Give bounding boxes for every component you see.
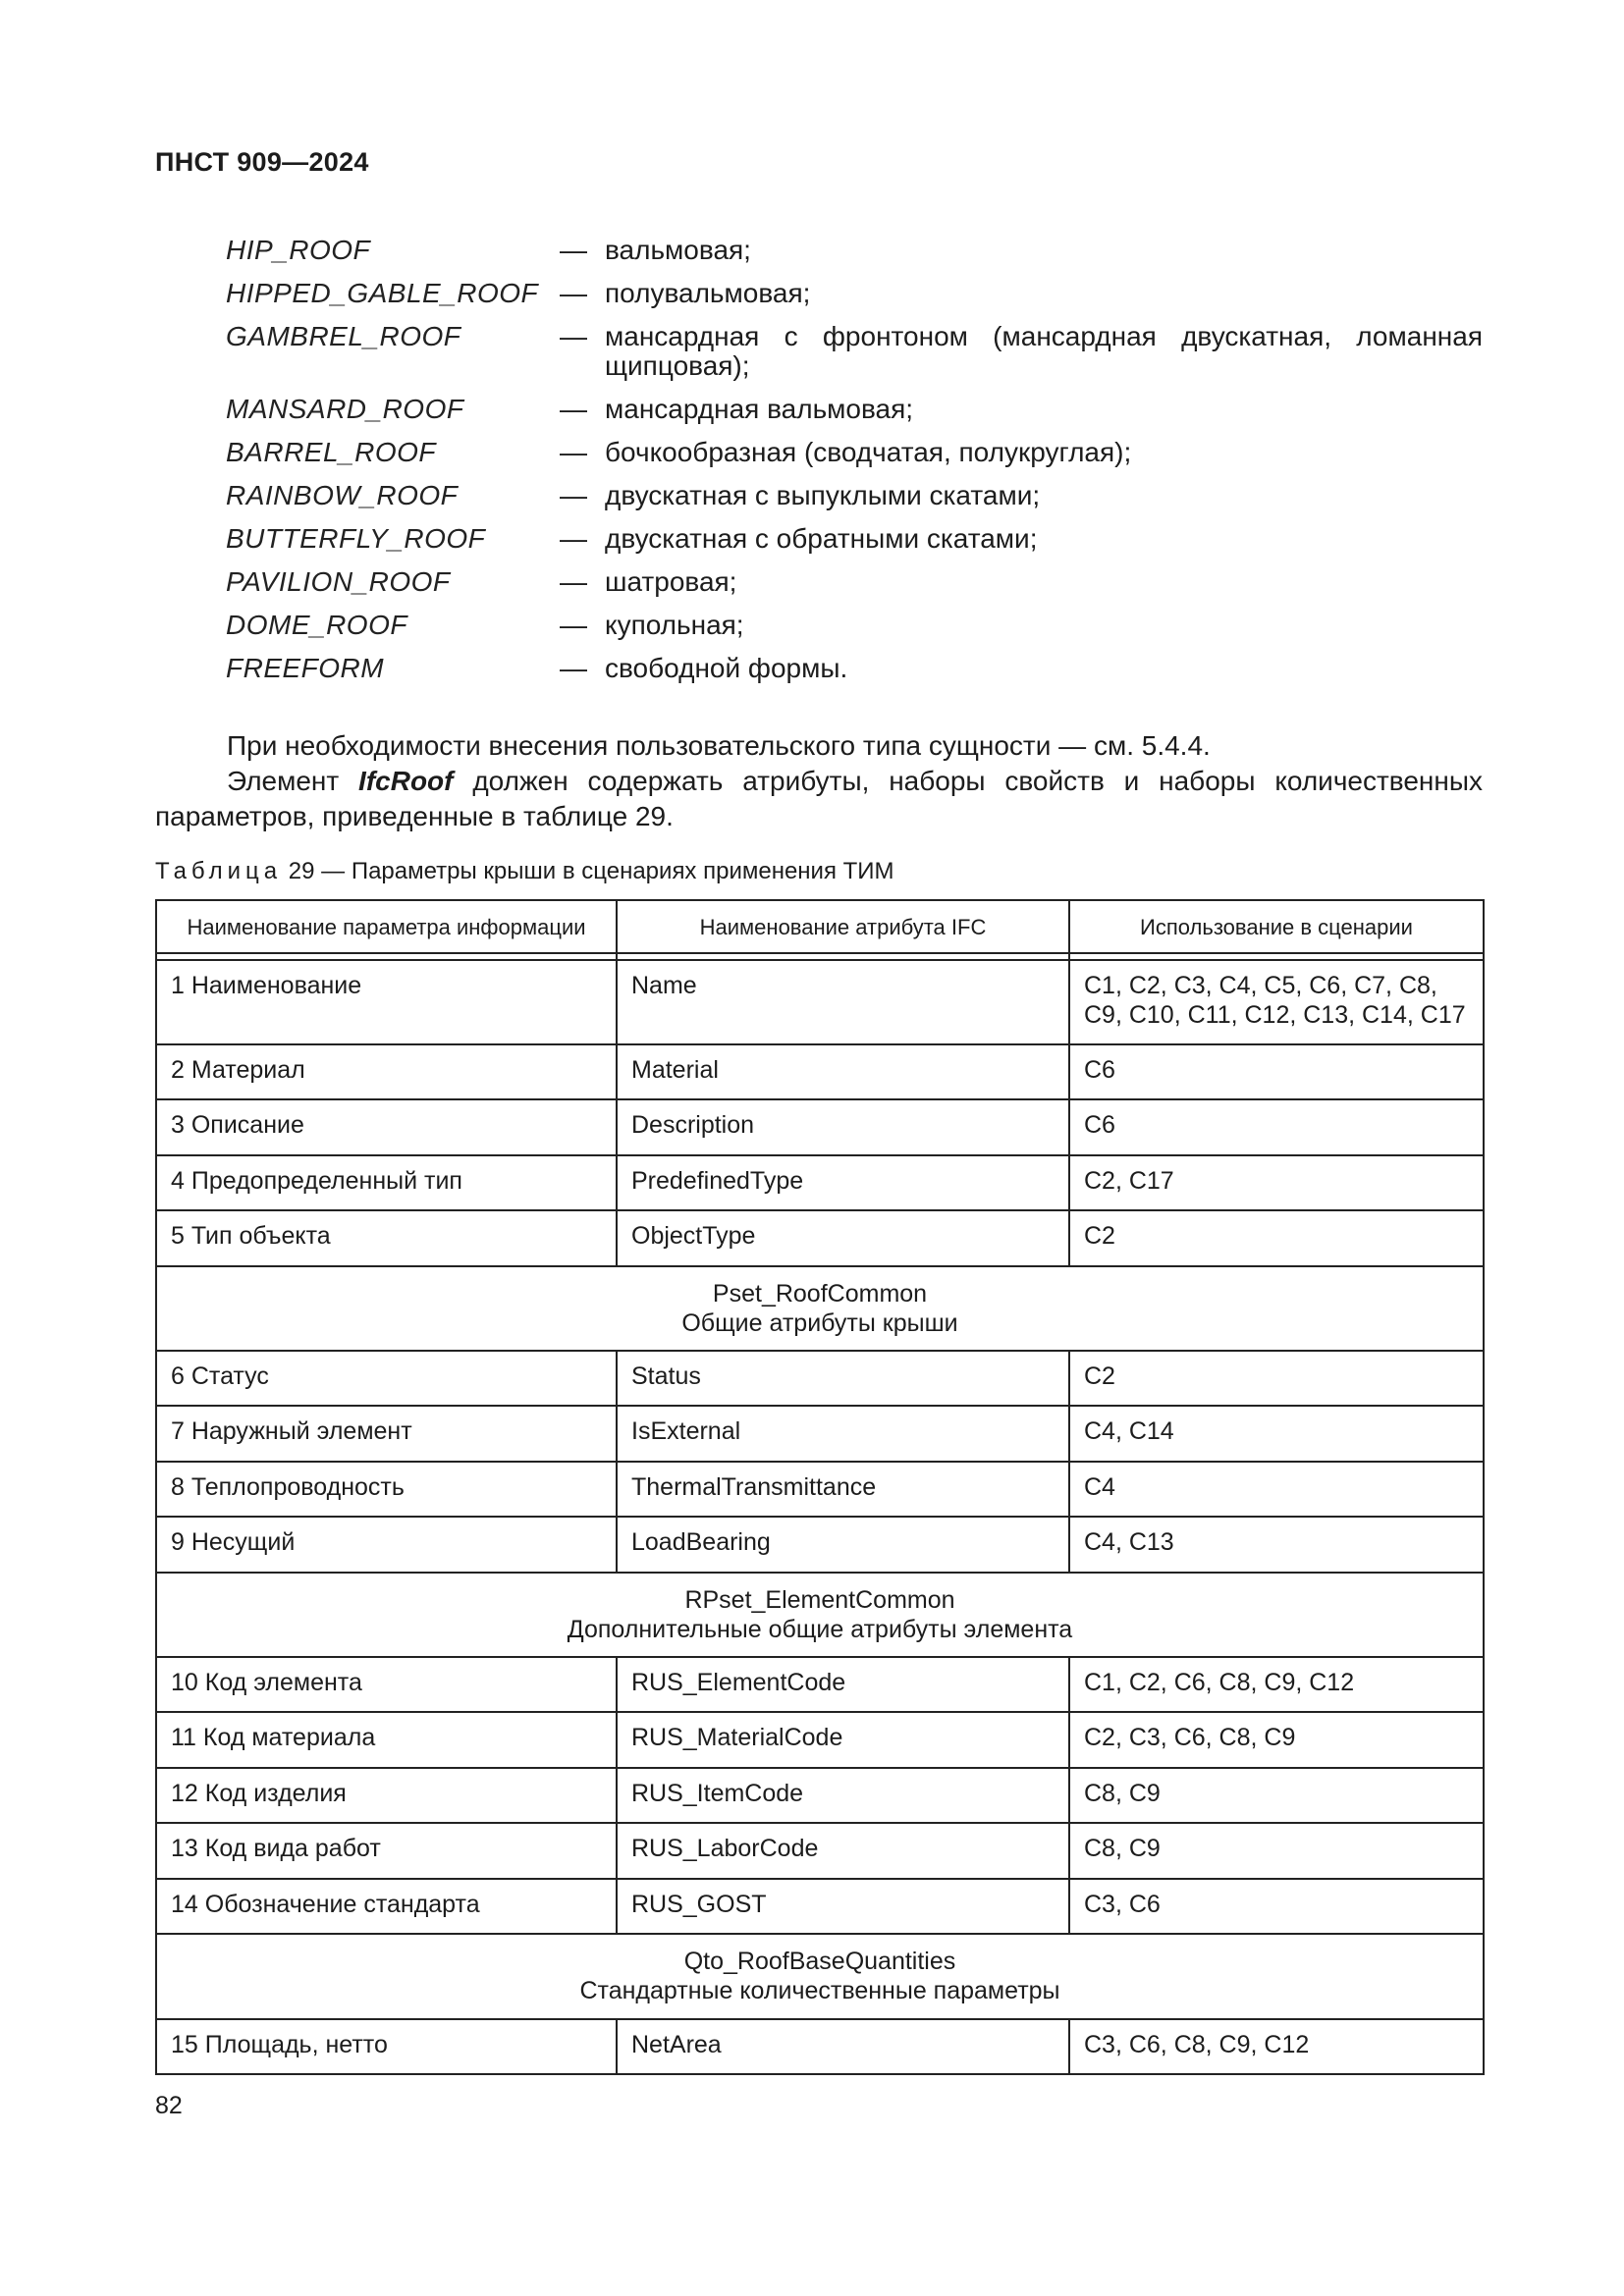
section-subtitle: Общие атрибуты крыши xyxy=(681,1309,958,1337)
enum-code: BARREL_ROOF xyxy=(226,437,436,467)
param-name-cell: 13 Код вида работ xyxy=(156,1823,617,1879)
list-item xyxy=(226,611,1483,640)
column-header: Наименование параметра информации xyxy=(156,900,617,953)
enum-dash: — xyxy=(560,321,587,351)
enum-code: MANSARD_ROOF xyxy=(226,394,464,424)
list-item xyxy=(226,395,1483,424)
section-row xyxy=(156,1934,1484,2019)
paragraph-text: должен содержать атрибуты, наборы свойств и наборы количественных параметров, приведенные в таблице 29. xyxy=(155,766,1483,831)
list-item xyxy=(226,322,1483,381)
enum-description: мансардная вальмовая; xyxy=(605,394,914,424)
paragraph-ifcroof xyxy=(155,764,1483,834)
parameters-table xyxy=(155,899,1485,2075)
table-row xyxy=(156,960,1484,1044)
section-cell xyxy=(156,1934,1484,2019)
enum-dash: — xyxy=(560,235,587,265)
attribute-cell: PredefinedType xyxy=(617,1155,1069,1210)
attribute-cell: RUS_ElementCode xyxy=(617,1657,1069,1712)
page-number: 82 xyxy=(155,2092,183,2119)
enum-dash: — xyxy=(560,653,587,683)
section-subtitle: Стандартные количественные параметры xyxy=(579,1977,1060,2004)
param-name-cell: 4 Предопределенный тип xyxy=(156,1155,617,1210)
enum-description: мансардная с фронтоном (мансардная двускатная, ломанная щипцовая); xyxy=(605,321,1483,381)
attribute-cell: ObjectType xyxy=(617,1210,1069,1266)
attribute-cell: RUS_ItemCode xyxy=(617,1768,1069,1823)
attribute-cell: LoadBearing xyxy=(617,1517,1069,1573)
param-name-cell: 8 Теплопроводность xyxy=(156,1462,617,1517)
param-name-cell: 6 Статус xyxy=(156,1351,617,1406)
param-name-cell: 1 Наименование xyxy=(156,960,617,1044)
table-row xyxy=(156,2019,1484,2074)
paragraph-text: Элемент xyxy=(227,766,359,796)
section-title: Qto_RoofBaseQuantities xyxy=(683,1948,956,1975)
table-row xyxy=(156,1517,1484,1573)
header-separator xyxy=(156,953,1484,960)
table-row xyxy=(156,1712,1484,1768)
usage-cell: С4 xyxy=(1069,1462,1484,1517)
usage-cell: С3, С6, С8, С9, С12 xyxy=(1069,2019,1484,2074)
enum-code: HIPPED_GABLE_ROOF xyxy=(226,278,539,308)
attribute-cell: ThermalTransmittance xyxy=(617,1462,1069,1517)
param-name-cell: 9 Несущий xyxy=(156,1517,617,1573)
enum-code: FREEFORM xyxy=(226,653,385,683)
section-title: Pset_RoofCommon xyxy=(712,1280,928,1308)
enum-dash: — xyxy=(560,610,587,640)
table-row xyxy=(156,1768,1484,1823)
param-name-cell: 15 Площадь, нетто xyxy=(156,2019,617,2074)
param-name-cell: 3 Описание xyxy=(156,1099,617,1155)
table-row xyxy=(156,1351,1484,1406)
enum-description: вальмовая; xyxy=(605,235,751,265)
list-item xyxy=(226,438,1483,467)
usage-cell: С8, С9 xyxy=(1069,1768,1484,1823)
enum-description: двускатная с выпуклыми скатами; xyxy=(605,480,1041,510)
attribute-cell: RUS_GOST xyxy=(617,1879,1069,1934)
enum-description: шатровая; xyxy=(605,566,737,597)
enum-description: полувальмовая; xyxy=(605,278,811,308)
param-name-cell: 11 Код материала xyxy=(156,1712,617,1768)
table-row xyxy=(156,1657,1484,1712)
table-header-row xyxy=(156,900,1484,953)
enum-code: HIP_ROOF xyxy=(226,235,371,265)
usage-cell: С2, С3, С6, С8, С9 xyxy=(1069,1712,1484,1768)
section-cell xyxy=(156,1573,1484,1657)
attribute-cell: Material xyxy=(617,1044,1069,1099)
usage-cell: С3, С6 xyxy=(1069,1879,1484,1934)
param-name-cell: 2 Материал xyxy=(156,1044,617,1099)
usage-cell: С1, С2, С6, С8, С9, С12 xyxy=(1069,1657,1484,1712)
usage-cell: С4, С13 xyxy=(1069,1517,1484,1573)
entity-name: IfcRoof xyxy=(358,766,454,796)
document-code: ПНСТ 909—2024 xyxy=(155,147,369,177)
enum-code: PAVILION_ROOF xyxy=(226,566,451,597)
usage-cell: С1, С2, С3, С4, С5, С6, С7, С8, С9, С10, С11, С12, С13, С14, С17 xyxy=(1069,960,1484,1044)
param-name-cell: 14 Обозначение стандарта xyxy=(156,1879,617,1934)
enum-dash: — xyxy=(560,394,587,424)
enum-dash: — xyxy=(560,480,587,510)
list-item xyxy=(226,567,1483,597)
table-label: Таблица xyxy=(155,858,283,884)
enum-dash: — xyxy=(560,523,587,554)
enum-description: бочкообразная (сводчатая, полукруглая); xyxy=(605,437,1132,467)
column-header: Наименование атрибута IFC xyxy=(617,900,1069,953)
section-row xyxy=(156,1266,1484,1351)
usage-cell: С2 xyxy=(1069,1351,1484,1406)
table-row xyxy=(156,1210,1484,1266)
attribute-cell: Status xyxy=(617,1351,1069,1406)
list-item xyxy=(226,481,1483,510)
section-row xyxy=(156,1573,1484,1657)
table-row xyxy=(156,1462,1484,1517)
enum-dash: — xyxy=(560,566,587,597)
section-title: RPset_ElementCommon xyxy=(684,1586,955,1614)
table-title: 29 — Параметры крыши в сценариях применения ТИМ xyxy=(288,858,894,884)
param-name-cell: 12 Код изделия xyxy=(156,1768,617,1823)
table-row xyxy=(156,1155,1484,1210)
enum-description: свободной формы. xyxy=(605,653,848,683)
attribute-cell: IsExternal xyxy=(617,1406,1069,1462)
enum-dash: — xyxy=(560,437,587,467)
section-cell xyxy=(156,1266,1484,1351)
param-name-cell: 5 Тип объекта xyxy=(156,1210,617,1266)
usage-cell: С2 xyxy=(1069,1210,1484,1266)
list-item xyxy=(226,524,1483,554)
attribute-cell: RUS_LaborCode xyxy=(617,1823,1069,1879)
enum-dash: — xyxy=(560,278,587,308)
table-row xyxy=(156,1406,1484,1462)
enum-description: двускатная с обратными скатами; xyxy=(605,523,1038,554)
paragraph-text: При необходимости внесения пользовательского типа сущности — см. 5.4.4. xyxy=(227,730,1211,761)
table-row xyxy=(156,1044,1484,1099)
usage-cell: С4, С14 xyxy=(1069,1406,1484,1462)
enum-code: GAMBREL_ROOF xyxy=(226,321,461,351)
enum-code: RAINBOW_ROOF xyxy=(226,480,459,510)
list-item xyxy=(226,279,1483,308)
enum-code: BUTTERFLY_ROOF xyxy=(226,523,486,554)
section-subtitle: Дополнительные общие атрибуты элемента xyxy=(567,1616,1073,1643)
table-row xyxy=(156,1823,1484,1879)
param-name-cell: 10 Код элемента xyxy=(156,1657,617,1712)
table-row xyxy=(156,1099,1484,1155)
predefined-type-list xyxy=(226,236,1483,697)
table-caption xyxy=(155,858,894,885)
attribute-cell: NetArea xyxy=(617,2019,1069,2074)
enum-code: DOME_ROOF xyxy=(226,610,407,640)
attribute-cell: Name xyxy=(617,960,1069,1044)
attribute-cell: Description xyxy=(617,1099,1069,1155)
usage-cell: С8, С9 xyxy=(1069,1823,1484,1879)
usage-cell: С6 xyxy=(1069,1099,1484,1155)
column-header: Использование в сценарии xyxy=(1069,900,1484,953)
list-item xyxy=(226,236,1483,265)
usage-cell: С6 xyxy=(1069,1044,1484,1099)
usage-cell: С2, С17 xyxy=(1069,1155,1484,1210)
paragraph-custom-type xyxy=(155,728,1483,764)
enum-description: купольная; xyxy=(605,610,744,640)
attribute-cell: RUS_MaterialCode xyxy=(617,1712,1069,1768)
list-item xyxy=(226,654,1483,683)
table-row xyxy=(156,1879,1484,1934)
param-name-cell: 7 Наружный элемент xyxy=(156,1406,617,1462)
